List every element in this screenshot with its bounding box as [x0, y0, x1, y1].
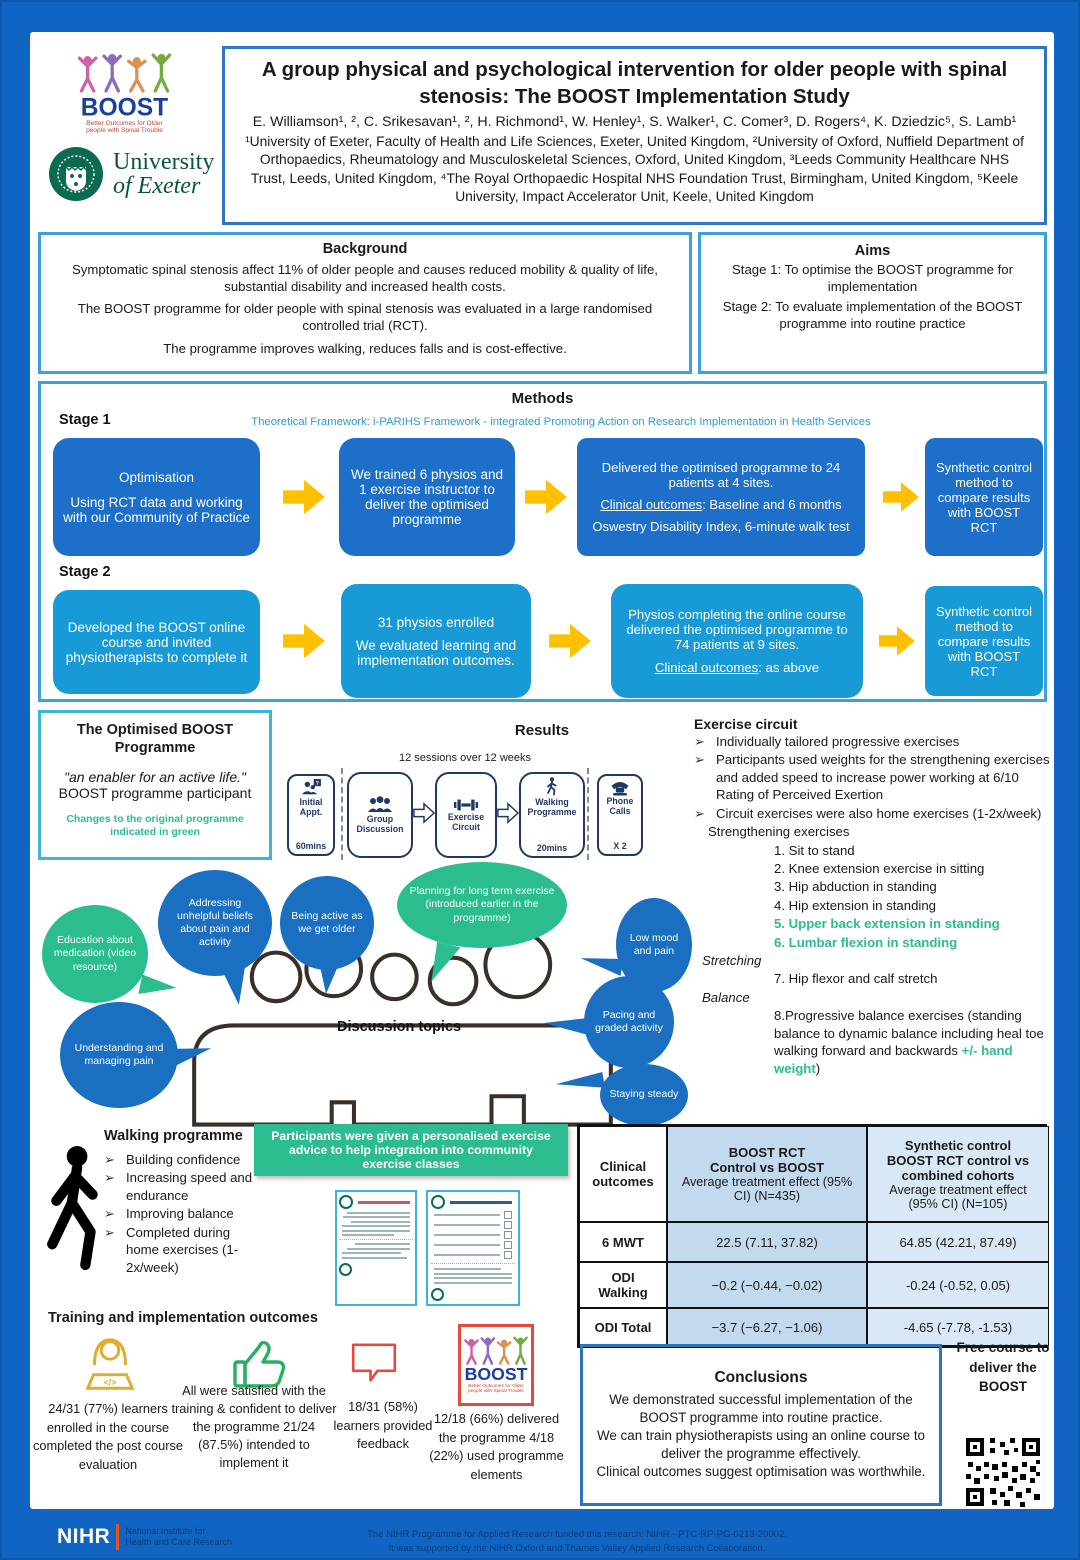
stage2-box2-p1: 31 physios enrolled	[377, 614, 495, 630]
stage1-box1-text: Using RCT data and working with our Community of Practice	[63, 494, 250, 525]
strengthening-label: Strengthening exercises	[708, 824, 850, 840]
bubble-unhelpful-beliefs	[158, 870, 272, 976]
flow-step1-sub: 60mins	[295, 840, 327, 851]
bubble-being-active	[280, 876, 374, 970]
stage1-box2-text: We trained 6 physios and 1 exercise instructor to deliver the optimised programme	[350, 467, 504, 527]
exercise-item-6: 6. Lumbar flexion in standing	[774, 934, 958, 950]
table-row-label: 6 MWT	[579, 1222, 667, 1262]
flow-caption: 12 sessions over 12 weeks	[398, 752, 532, 764]
bubble-pacing	[584, 976, 674, 1068]
boost-logo-small	[458, 1324, 534, 1406]
university-of-exeter-logo	[47, 142, 227, 206]
feedback-bubble-icon	[348, 1340, 400, 1386]
flow-divider	[341, 768, 343, 860]
funding-line-2: It was supported by the NIHR Oxford and Thames Valley Applied Research Collaboration.	[388, 1543, 766, 1555]
aims-p2: Stage 2: To evaluate implementation of the BOOST programme into routine practice	[722, 298, 1023, 332]
arrow-right-icon	[883, 478, 919, 516]
flow-step5-label: Phone Calls	[606, 796, 634, 817]
table-cell: 64.85 (42.21, 87.49)	[867, 1222, 1049, 1262]
boost-tagline-1: Better Outcomes for Older	[86, 119, 163, 127]
conclusions-line-3: Clinical outcomes suggest optimisation was worthwhile.	[596, 1464, 926, 1480]
conclusions-box	[580, 1344, 942, 1506]
clinical-outcomes-table	[577, 1124, 1047, 1348]
header-line: Control vs BOOST	[709, 1160, 825, 1175]
advice-card-left	[335, 1190, 417, 1306]
authors: E. Williamson¹, ², C. Srikesavan¹, ², H. Richmond¹, W. Henley¹, S. Walker¹, C. Comer³, D. Rogers⁴, K. Dziedzic⁵, S. Lamb¹	[252, 114, 1017, 131]
balance-label: Balance	[702, 989, 750, 1005]
optimised-programme-box	[38, 710, 272, 860]
table-row-label: ODI Walking	[579, 1262, 667, 1308]
walking-bullet-1: Building confidence	[126, 1152, 241, 1167]
stage2-clinical-outcomes-label: Clinical outcomes	[654, 660, 759, 675]
table-cell: 22.5 (7.11, 37.82)	[667, 1222, 867, 1262]
learner-laptop-icon	[76, 1332, 144, 1396]
stage1-box-optimisation	[53, 438, 260, 556]
flow-step-walking-programme	[519, 772, 585, 858]
exeter-crest-icon	[47, 145, 105, 203]
checkbox-icon	[504, 1211, 512, 1219]
table-header-synthetic-control	[867, 1126, 1049, 1222]
bubble-text: Planning for long term exercise (introduced earlier in the programme)	[409, 885, 555, 924]
bullet-icon: ➢	[104, 1170, 116, 1186]
svg-text:Better Outcomes for Older: Better Outcomes for Older	[468, 1383, 524, 1389]
exeter-logo-line2: of Exeter	[113, 173, 201, 199]
header-line: BOOST RCT control vs combined cohorts	[886, 1152, 1030, 1183]
stage1-box3-p1: Delivered the optimised programme to 24 patients at 4 sites.	[601, 460, 841, 490]
personalised-advice-banner: Participants were given a personalised exercise advice to help integration into community exercise classes	[254, 1124, 568, 1176]
bubble-staying-steady	[600, 1064, 688, 1126]
optimised-note: Changes to the original programme indicated in green	[66, 813, 244, 839]
stage1-clinical-outcomes-rest: : Baseline and 6 months	[702, 497, 842, 512]
bubble-text: Being active as we get older	[291, 909, 363, 935]
nihr-sub-2: Health and Care Research	[125, 1537, 232, 1547]
flow-step3-label: Exercise Circuit	[447, 811, 485, 832]
flow-step-phone-calls	[597, 774, 643, 856]
exercise-item-2: 2. Knee extension exercise in sitting	[774, 860, 985, 876]
checkbox-icon	[504, 1231, 512, 1239]
walking-bullet-4: Completed during home exercises (1-2x/week)	[126, 1224, 239, 1275]
flow-step2-label: Group Discussion	[356, 813, 404, 834]
aims-box	[698, 232, 1047, 374]
optimised-quote: "an enabler for an active life."	[64, 769, 246, 786]
methods-heading: Methods	[511, 390, 574, 407]
table-header-boost-rct	[667, 1126, 867, 1222]
training-heading: Training and implementation outcomes	[48, 1310, 318, 1326]
session-flow-diagram	[285, 750, 647, 862]
bubble-text: Pacing and graded activity	[595, 1008, 663, 1034]
flow-step4-label: Walking Programme	[527, 797, 577, 818]
flow-step-group-discussion	[347, 772, 413, 858]
table-row-label: ODI Total	[579, 1308, 667, 1346]
exercise-item-4: 4. Hip extension in standing	[774, 897, 937, 913]
exercise-bullet-2: Participants used weights for the strengthening exercises and added speed to increase power working at 6/10 Rating of Perceived Exertion	[716, 752, 1050, 803]
training-item-3-text: 18/31 (58%) learners provided feedback	[333, 1399, 433, 1452]
exercise-item-7: 7. Hip flexor and calf stretch	[774, 971, 938, 987]
table-header-clinical-outcomes: Clinical outcomes	[579, 1126, 667, 1222]
flow-step5-sub: X 2	[613, 840, 627, 851]
walking-heading: Walking programme	[104, 1128, 243, 1144]
poster-title: A group physical and psychological intervention for older people with spinal stenosis: The BOOST Implementation Study	[261, 58, 1008, 108]
stage1-box3-p3: Oswestry Disability Index, 6-minute walk test	[592, 519, 850, 534]
stage2-box-course	[53, 590, 260, 694]
stage2-box1-text: Developed the BOOST online course and invited physiotherapists to complete it	[65, 619, 248, 665]
exercise-item-1: 1. Sit to stand	[774, 842, 855, 858]
exercise-item-3: 3. Hip abduction in standing	[774, 879, 937, 895]
nihr-sub-1: National Institute for	[125, 1525, 206, 1536]
aims-p1: Stage 1: To optimise the BOOST programme for implementation	[732, 262, 1013, 295]
phone-icon	[609, 779, 631, 796]
arrow-right-icon	[549, 622, 591, 660]
svg-text:</>: </>	[103, 1377, 117, 1388]
exercise-item-8-green: +/- hand weight	[774, 1043, 1013, 1076]
bubble-text: Low mood and pain	[629, 931, 679, 957]
flow-divider	[587, 768, 589, 860]
optimised-heading: The Optimised BOOST Programme	[76, 722, 234, 757]
exercise-circuit-heading: Exercise circuit	[694, 716, 798, 732]
stage2-label: Stage 2	[59, 564, 111, 580]
discussion-center-label: Discussion topics	[337, 1019, 462, 1035]
walking-bullets	[104, 1150, 254, 1277]
advice-card-right	[426, 1190, 520, 1306]
qr-code	[964, 1436, 1042, 1508]
svg-text:?: ?	[315, 780, 319, 787]
framework-note: Theoretical Framework: i-PARIHS Framework - integrated Promoting Action on Research Implementation in Health Services	[251, 416, 871, 428]
aims-heading: Aims	[854, 243, 891, 259]
arrow-right-icon	[283, 478, 325, 516]
checkbox-icon	[504, 1221, 512, 1229]
table-cell: -0.24 (-0.52, 0.05)	[867, 1262, 1049, 1308]
boost-logo	[72, 52, 177, 134]
bubble-text: Understanding and managing pain	[74, 1041, 164, 1067]
discussion-topics-diagram	[32, 860, 692, 1130]
arrow-right-icon	[879, 622, 915, 660]
exercise-bullet-3: Circuit exercises were also home exercises (1-2x/week)	[716, 805, 1042, 821]
header-line: Average treatment effect (95% CI) (N=435)	[681, 1175, 853, 1203]
flow-step4-sub: 20mins	[536, 842, 568, 853]
walking-person-icon	[44, 1144, 106, 1270]
bubble-tail	[138, 974, 177, 1001]
svg-text:BOOST: BOOST	[80, 94, 169, 122]
results-heading: Results	[514, 722, 570, 739]
bullet-icon: ➢	[694, 752, 706, 768]
appointment-people-icon	[299, 779, 323, 797]
checkbox-icon	[504, 1251, 512, 1259]
flow-step1-label: Initial Appt.	[299, 797, 323, 818]
methods-box	[38, 381, 1047, 702]
bubble-education-medication	[42, 905, 148, 1003]
exercise-item-8-close: )	[815, 1060, 821, 1076]
bubble-text: Staying steady	[609, 1088, 679, 1101]
conclusions-line-1: We demonstrated successful implementation of the BOOST programme into routine practice.	[609, 1392, 913, 1426]
funding-line-1: The NIHR Programme for Applied Research funded this research: NIHR - PTC-RP-PG-0213-20002.	[367, 1529, 787, 1540]
bullet-icon: ➢	[694, 805, 706, 821]
stage2-box-synthetic	[925, 586, 1043, 696]
table-cell: −3.7 (−6.27, −1.06)	[667, 1308, 867, 1346]
bullet-icon: ➢	[104, 1152, 116, 1167]
bubble-text: Education about medication (video resource)	[53, 934, 137, 973]
training-item-4-text: 12/18 (66%) delivered the programme 4/18 (22%) used programme elements	[429, 1411, 564, 1482]
stage2-clinical-outcomes-rest: : as above	[758, 660, 820, 675]
conclusions-line-2: We can train physiotherapists using an online course to deliver the programme effectively.	[596, 1428, 925, 1462]
title-box	[222, 46, 1047, 225]
stage1-box1-title: Optimisation	[118, 469, 195, 485]
bubble-tail	[320, 966, 338, 994]
boost-tagline-2: people with Spinal Trouble	[86, 126, 163, 134]
stage2-box2-p2: We evaluated learning and implementation outcomes.	[355, 637, 517, 668]
arrow-right-icon	[283, 622, 325, 660]
table-cell: −0.2 (−0.44, −0.02)	[667, 1262, 867, 1308]
stage1-clinical-outcomes-label: Clinical outcomes	[600, 497, 703, 512]
stage1-label: Stage 1	[59, 412, 111, 428]
bubble-understanding-pain	[60, 1002, 178, 1108]
table-cell: -4.65 (-7.78, -1.53)	[867, 1308, 1049, 1346]
walking-bullet-3: Improving balance	[126, 1206, 234, 1222]
exercise-item-5: 5. Upper back extension in standing	[774, 916, 1000, 932]
group-discussion-icon	[366, 796, 394, 814]
background-heading: Background	[322, 241, 408, 257]
training-item-2-text: All were satisfied with the training & confident to deliver the programme 21/24 (87.5%) intended to implement it	[171, 1383, 337, 1470]
stage1-box-delivery	[577, 438, 865, 556]
flow-arrow-icon	[413, 802, 435, 824]
background-p3: The programme improves walking, reduces falls and is cost-effective.	[163, 340, 567, 356]
optimised-attribution: BOOST programme participant	[58, 785, 252, 802]
svg-text:people with Spinal Trouble: people with Spinal Trouble	[468, 1389, 524, 1395]
stage1-box4-text: Synthetic control method to compare results with BOOST RCT	[935, 459, 1033, 535]
stage2-box-enrolled	[341, 584, 531, 698]
nihr-logo	[57, 1524, 232, 1550]
header-line: Average treatment effect (95% CI) (N=105)	[889, 1182, 1027, 1211]
arrow-right-icon	[525, 478, 567, 516]
svg-text:BOOST: BOOST	[464, 1363, 528, 1384]
nihr-wordmark: NIHR	[57, 1525, 111, 1548]
nihr-divider	[116, 1524, 119, 1550]
exercise-item-8-text: 8.Progressive balance exercises (standing balance to dynamic balance including heal toe walking forward and backwards	[774, 1008, 1044, 1059]
header-line: Synthetic control	[904, 1137, 1012, 1153]
affiliations: ¹University of Exeter, Faculty of Health and Life Sciences, Exeter, United Kingdom, ²University of Oxford, Nuffield Department of Orthopaedics, Rheumatology and Musculoskeletal Sciences, Oxford, United Kingdom, ³Leeds Community Healthcare NHS Trust, Leeds, United Kingdom, ⁴The Royal Orthopaedic Hospital NHS Foundation Trust, Birmingham, United Kingdom, ⁵Keele University, Impact Accelerator Unit, Keele, United Kingdom	[245, 134, 1024, 204]
training-item-1-text: 24/31 (77%) learners enrolled in the course completed the post course evaluation	[32, 1401, 184, 1472]
walking-icon	[545, 777, 559, 797]
flow-step-initial-appt	[287, 774, 335, 856]
bubble-planning-long-term	[397, 862, 567, 948]
free-course-label: Free course to deliver the BOOST	[956, 1340, 1050, 1395]
background-box	[38, 232, 692, 374]
flow-step-exercise-circuit	[435, 772, 497, 858]
stage1-box-synthetic	[925, 438, 1043, 556]
header-line: BOOST RCT	[728, 1145, 806, 1160]
bullet-icon: ➢	[694, 734, 706, 749]
exercise-item-8	[694, 1007, 1052, 1077]
exercise-circuit-section	[694, 716, 1052, 1078]
dumbbell-icon	[453, 798, 479, 812]
flow-arrow-icon	[497, 802, 519, 824]
background-p1: Symptomatic spinal stenosis affect 11% of older people and causes reduced mobility & quality of life, substantial disability and increased health costs.	[72, 262, 658, 295]
bullet-icon: ➢	[104, 1206, 116, 1222]
stage1-box-training	[339, 438, 515, 556]
funding-statement	[267, 1528, 887, 1557]
bullet-icon: ➢	[104, 1224, 116, 1240]
walking-bullet-2: Increasing speed and endurance	[126, 1170, 253, 1203]
background-p2: The BOOST programme for older people with spinal stenosis was evaluated in a large randomised controlled trial (RCT).	[77, 301, 653, 334]
checkbox-icon	[504, 1241, 512, 1249]
stage2-box4-text: Synthetic control method to compare results with BOOST RCT	[935, 603, 1033, 679]
stage2-box-delivery	[611, 584, 863, 698]
stretching-label: Stretching	[702, 953, 762, 969]
exercise-bullet-1: Individually tailored progressive exercises	[716, 734, 960, 749]
exeter-logo-line1: University	[113, 149, 215, 175]
stage2-box3-p1: Physios completing the online course delivered the optimised programme to 74 patients at 9 sites.	[626, 607, 848, 652]
bubble-text: Addressing unhelpful beliefs about pain and activity	[177, 896, 253, 949]
conclusions-heading: Conclusions	[714, 1369, 808, 1386]
bubble-tail	[544, 1018, 588, 1035]
